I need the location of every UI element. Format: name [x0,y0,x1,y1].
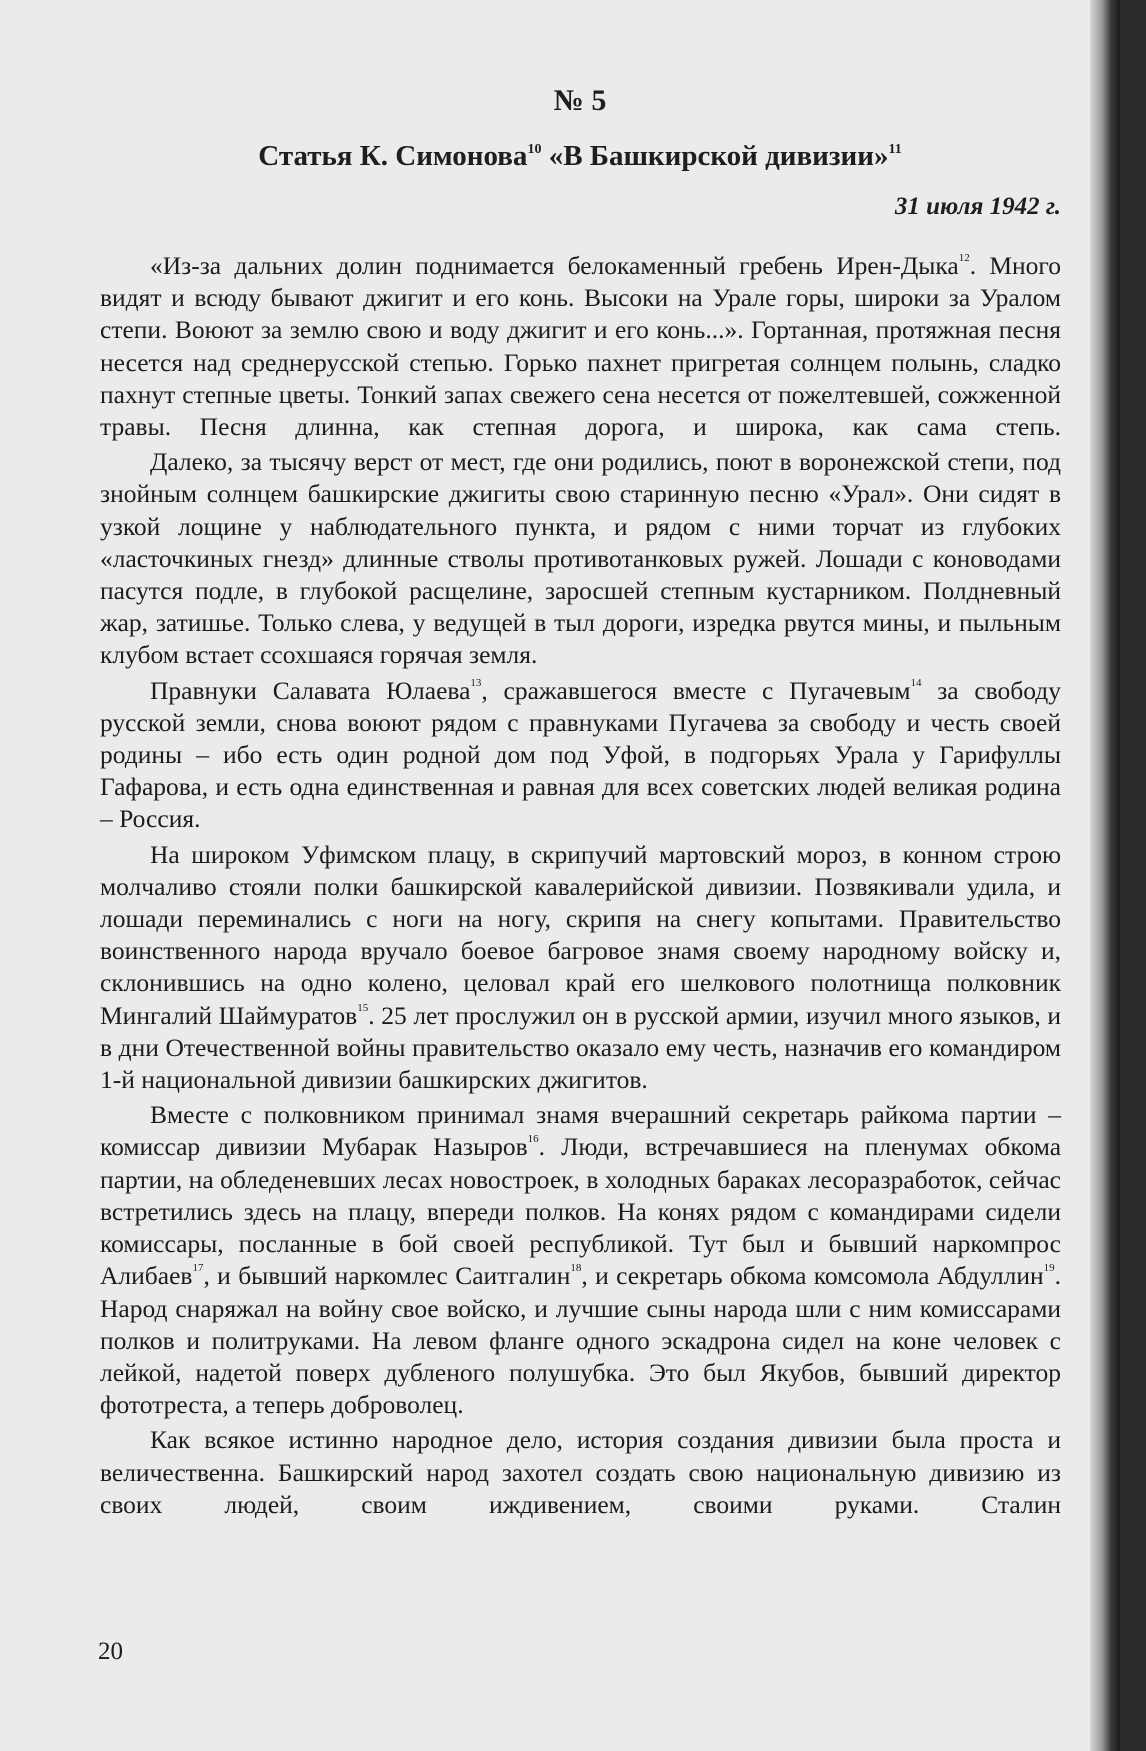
footnote-ref: 16 [527,1133,539,1146]
paragraph: Как всякое истинно народное дело, история создания дивизии была проста и величественна. Башкирский народ захотел создать свою национальную дивизию из своих людей, своим иждивением, своими руками. Сталин [100,1425,1061,1519]
footnote-ref: 19 [1043,1262,1055,1275]
paragraph: «Из-за дальних долин поднимается белокаменный гребень Ирен-Дыка$^{12}$. Много видят и всюду бывают джигит и его конь. Высоки на Урале горы, широки за Уралом степи. Воюют за землю свою и воду джигит и его конь...». Гортанная, протяжная песня несется над среднерусской степью. Горько пахнет пригретая солнцем полынь, сладко пахнут степные цветы. Тонкий запах свежего сена несется от пожелтевшей, сожженной травы. Песня длинна, как степная дорога, и широка, как сама степь. [100,251,1061,442]
paragraph: Вместе с полковником принимал знамя вчерашний секретарь райкома партии – комиссар дивизии Мубарак Назыров$^{16}$. Люди, встречавшиеся на пленумах обкома партии, на обледеневших лесах новостроек, в холодных бараках лесоразработок, сейчас встретились здесь на плацу, впереди полков. На конях рядом с командирами сидели комиссары, посланные в бой своей республикой. Тут был и бывший наркомпрос Алибаев$^{17}$, и бывший наркомлес Саитгалин$^{18}$, и секретарь обкома комсомола Абдуллин$^{19}$. Народ снаряжал на войну свое войско, и лучшие сыны народа шли с ним комиссарами полков и политруками. На левом фланге одного эскадрона сидел на коне человек с лейкой, надетой поверх дубленого полушубка. Это был Якубов, бывший директор фототреста, а теперь доброволец. [100,1100,1062,1420]
book-binding-edge [1090,0,1120,1751]
footnote-ref: 10 [527,142,542,157]
footnote-ref: 17 [192,1262,204,1275]
footnote-ref: 18 [570,1262,582,1275]
page-number: 20 [98,1638,123,1665]
footnote-ref: 14 [910,676,922,689]
footnote-ref: 15 [357,1001,369,1014]
paragraph: Правнуки Салавата Юлаева$^{13}$, сражавшегося вместе с Пугачевым$^{14}$ за свободу русской земли, снова воюют рядом с правнуками Пугачева за свободу и честь своей родины – ибо есть один родной дом под Уфой, в подгорьях Урала у Гарифуллы Гафарова, и есть одна единственная и равная для всех советских людей великая родина – Россия. [100,675,1061,834]
footnote-ref: 12 [958,252,970,264]
title-quote: «В Башкирской дивизии» [548,140,889,172]
paragraph: Далеко, за тысячу верст от мест, где они родились, поют в воронежской степи, под знойным солнцем башкирские джигиты свою старинную песню «Урал». Они сидят в узкой лощине у наблюдательного пункта, и рядом с ними торчат из глубоких «ласточкиных гнезд» длинные стволы противотанковых ружей. Лошади с коноводами пасутся подле, в глубокой расщелине, заросшей степным кустарником. Полдневный жар, затишье. Только слева, у ведущей в тыл дороги, изредка рвутся мины, и пыльным клубом встает ссохшаяся горячая земля. [100,447,1061,670]
document-number: № 5 [553,84,607,117]
paragraph: На широком Уфимском плацу, в скрипучий мартовский мороз, в конном строю молчаливо стояли полки башкирской кавалерийской дивизии. Позвякивали удила, и лошади переминались с ноги на ногу, скрипя на снегу копытами. Правительство воинственного народа вручало боевое багровое знамя своему народному войску и, склонившись на одно колено, целовал край его шелкового полотнища полковник Мингалий Шаймуратов$^{15}$. 25 лет прослужил он в русской армии, изучил много языков, и в дни Отечественной войны правительство оказало ему честь, назначив его командиром 1-й национальной дивизии башкирских джигитов. [100,839,1061,1095]
document-date: 31 июля 1942 г. [894,193,1061,220]
footnote-ref: 13 [470,676,482,689]
document-title [0,140,1120,173]
article-body [100,250,1061,1524]
footnote-ref: 11 [888,142,902,157]
title-author: Статья К. Симонова [258,140,528,172]
